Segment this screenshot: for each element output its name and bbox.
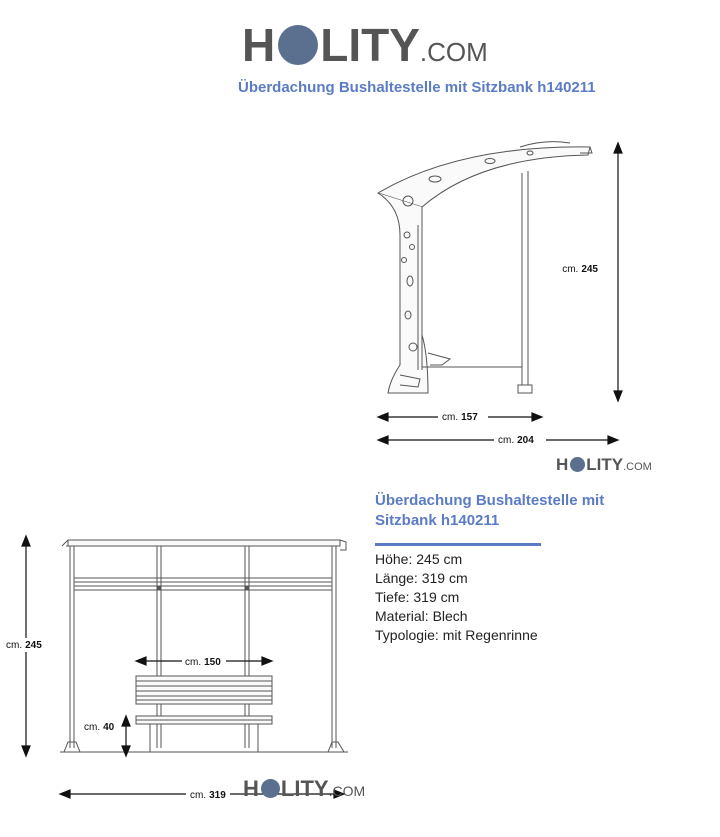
logo-letters: LITY (320, 19, 420, 71)
side-depth-inner-label: cm. 157 (442, 412, 478, 423)
product-info (375, 491, 635, 645)
logo-letter-h: H (243, 776, 260, 801)
side-depth-total-label: cm. 204 (498, 435, 534, 446)
logo-letters: LITY (280, 776, 329, 801)
holity-logo-bottom[interactable] (243, 776, 365, 802)
page-title: Überdachung Bushaltestelle mit Sitzbank h140211 (238, 79, 596, 96)
logo-letter-h: H (556, 455, 570, 474)
spec-typology: Typologie: mit Regenrinne (375, 627, 538, 643)
front-bench-label: cm. 150 (185, 657, 221, 668)
front-view-drawing (0, 530, 370, 810)
logo-o-icon (570, 457, 585, 472)
front-length-label: cm. 319 (190, 790, 226, 801)
logo-domain: .COM (328, 783, 366, 799)
holity-logo-mid[interactable] (556, 455, 652, 475)
logo-o-icon (278, 25, 318, 65)
front-seat-label: cm. 40 (84, 722, 115, 733)
logo-domain: .COM (623, 461, 652, 473)
side-height-label: cm. 245 (562, 264, 598, 275)
logo-o-icon (261, 779, 280, 798)
logo-letters: LITY (586, 455, 624, 474)
spec-length: Länge: 319 cm (375, 570, 468, 586)
spec-height: Höhe: 245 cm (375, 551, 463, 567)
title-divider (375, 543, 541, 546)
logo-domain: .COM (419, 37, 488, 67)
holity-logo-top[interactable] (242, 18, 488, 72)
product-title: Überdachung Bushaltestelle mit Sitzbank h140211 (375, 492, 605, 529)
side-view-drawing (370, 135, 650, 455)
front-height-label: cm. 245 (6, 640, 42, 651)
logo-letter-h: H (242, 19, 277, 71)
spec-material: Material: Blech (375, 608, 468, 624)
spec-depth: Tiefe: 319 cm (375, 589, 460, 605)
